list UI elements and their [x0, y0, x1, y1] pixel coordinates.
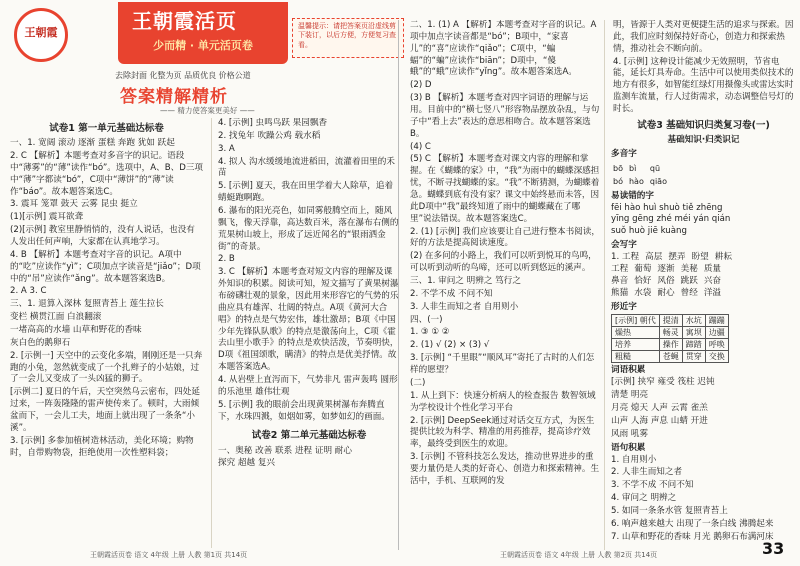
- sentence-lines: [611, 455, 796, 544]
- answer-line: 2. 人非生而知之者: [611, 467, 683, 478]
- word: 逐渐: [657, 263, 675, 274]
- grid-cell: 蹄踏: [682, 339, 705, 351]
- answer-line: 3. [示例] “千里眼”“顺风耳”寄托了古时的人们怎样的愿望？: [410, 353, 595, 376]
- similar-char-grid: [611, 314, 729, 363]
- answer-line: 2. [示例] DeepSeek通过对话交互方式，为医生提供比较为科学、精准的用药推荐，提高诊疗效率，最终受到医生的欢迎。: [410, 415, 595, 450]
- answer-line: 3. 震耳 笼罩 鼓天 云雾 昆虫 挺立: [10, 199, 138, 210]
- word: 耐心: [657, 287, 675, 298]
- answer-line: 2. A 3. C: [10, 286, 47, 297]
- answer-line: 1. 自用则小: [611, 454, 657, 465]
- word: 跳跃: [680, 275, 698, 286]
- writing-row: [611, 252, 796, 264]
- page-fold: [398, 20, 399, 550]
- word: 风俗: [657, 275, 675, 286]
- heading-sentences: 语句积累: [611, 442, 646, 453]
- word: 美秘: [680, 263, 698, 274]
- answer-line: 3. C 【解析】本题考查对短文内容的理解及课外知识的积累。阅读可知，短文描写了黄果树瀑布磅礴壮观的景象，因此用来形容它的气势的乐曲应具有雄浑、壮阔的特点。A项《黄河大合唱》的特点是气势宏伟，雄壮激昂；B项《中国少年先锋队队歌》的特点是激荡向上，C项《霍去山里小歌手》的特点是欢快活泼，节奏明快，D项《祖国颂歌，瞒清》的特点是优美抒情。故本题答案选A。: [218, 267, 399, 373]
- answer-line: 4. [示例] 虫鸣鸟跃 果园飘香: [218, 118, 328, 128]
- grid-row: [612, 315, 729, 327]
- grid-cell: 贯穿: [682, 351, 705, 363]
- answer-line: 4. [示例] 这种设计能减少无效照明，节省电能，延长灯具寿命。生活中可以使用类似技术的地方有很多，如智能红绿灯用摄像头或雷达实时监测车流量，行人过街需求，动态调整信号灯的时长。: [613, 56, 794, 115]
- answer-line: 一、1. 宽阔 滚动 逐渐 蛋糕 奔跑 犹如 跃起: [10, 138, 175, 149]
- answer-line: (5) C 【解析】本题考查对课文内容的理解和掌握。在《蝴蝶的家》中，“我”为雨中的蝴蝶深感担忧，不断寻找蝴蝶的家。“我”不断猜测，为蝴蝶着急。蝴蝶到底有没有家？课文中始终悬而未答，因此D项中“我”最终知道了雨中的蝴蝶藏在了哪里”说法错误。故本题答案选C。: [410, 154, 600, 224]
- grid-cell: 水坑: [682, 315, 705, 327]
- slogan: 去除封面 化整为页 品质优良 价格公道: [115, 71, 251, 80]
- warm-tip-box: 温馨提示：请把答案页沿虚线剪下装订，以后方便，方便复习查看。: [292, 18, 404, 58]
- answer-line: 风雨 吼雾: [611, 428, 649, 439]
- answer-line: (1)[示例] 震耳欲聋: [10, 212, 84, 223]
- exam2-answers-cont: [408, 20, 602, 488]
- answer-line: 四、(一): [410, 314, 443, 325]
- answer-line: 1. ③ ① ②: [410, 327, 450, 338]
- pinyin-line: suǒ huò jiē kuàng: [611, 226, 687, 237]
- grid-cell: 提清: [659, 315, 682, 327]
- word: 高层: [645, 252, 663, 263]
- grid-cell: 呼唤: [705, 339, 728, 351]
- heading-words: 词语积累: [611, 365, 646, 376]
- word: 水袋: [634, 287, 652, 298]
- answer-line: 一、奥秘 改善 联系 进程 证明 耐心: [218, 445, 352, 456]
- answer-line: 明，皆源于人类对更便捷生活的追求与探索。因此，我们应时刻保持好奇心，创造力和探索热情，推动社会不断向前。: [613, 20, 794, 54]
- grid-cell: 操作: [659, 339, 682, 351]
- grid-cell: 交换: [705, 351, 728, 363]
- answer-line: [示例] 挟窄 雍受 筏柱 迟钝: [611, 377, 715, 388]
- word: 耕耘: [714, 252, 732, 263]
- brand-subtitle: 少而精 · 单元活页卷: [153, 39, 253, 52]
- answer-line: 6. 响声越来越大 出现了一条白线 沸腾起来: [611, 518, 774, 529]
- word: 1. 工程: [611, 252, 640, 263]
- pinyin-cell: bó: [613, 176, 623, 186]
- answer-line: 变栏 横贯江面 白浪翻滚: [10, 312, 102, 323]
- answer-line: 三、1. 审问之 明辨之 笃行之: [410, 276, 521, 287]
- grid-cell: 培养: [612, 339, 660, 351]
- word: 盼望: [691, 252, 709, 263]
- answer-line: 3. 不学不成 不问不知: [611, 480, 694, 491]
- grid-cell: 边疆: [705, 327, 728, 339]
- answer-line: 5. [示例] 我的眼前会出现黄果树瀑布奔腾直下，水珠四溅，如烟如雾，如梦如幻的画面。: [218, 399, 390, 422]
- grid-cell: 苍蝇: [659, 351, 682, 363]
- grid-cell: 寓坝: [682, 327, 705, 339]
- answer-line: 5. 如同一条条水管 复照青苔上: [611, 505, 728, 516]
- answer-line: [示例二] 夏日的午后，天空突然乌云密布，四处延过来，一阵轰隆隆的雷声使传来了。顿时，大雨倾盆而下，一会儿工夫，地面上就出现了一条条“小溪”。: [10, 387, 200, 433]
- grid-cell: 蹦蹦: [705, 315, 728, 327]
- polyphone-table: [611, 161, 673, 189]
- grid-cell: 畅灵: [659, 327, 682, 339]
- grid-row: [612, 327, 729, 339]
- exam3-subtitle: 基础知识·归类识记: [667, 134, 740, 145]
- grid-cell: 燥热: [612, 327, 660, 339]
- answer-line: 4. B 【解析】本题考查对字音的识记。A项中的“吃”应读作“yì”；C项加点字读音是“jiǎo”；D项中的“吊”应读作“ǎng”。故本题答案选B。: [10, 249, 201, 284]
- word: 恰好: [634, 275, 652, 286]
- answer-line: (二): [410, 377, 426, 388]
- word: 质量: [703, 263, 722, 274]
- answer-line: 2. B: [218, 254, 235, 265]
- answer-line: 2. [示例一] 天空中的云变化多端，刚刚还是一只奔跑的小兔，忽然就变成了一个扎辫子的小姑娘，过了一会儿又变成了一头凶猛的狮子。: [10, 350, 203, 385]
- exam2-title: 试卷2 第二单元基础达标卷: [251, 430, 367, 442]
- column-4: [603, 20, 800, 552]
- exam2-answers: [216, 446, 402, 471]
- answer-title: 答案精解精析: [120, 87, 228, 107]
- answer-line: 三、1. 退算入深林 复照青苔上 莲生拉长: [10, 299, 164, 310]
- answer-line: 3. A: [218, 143, 235, 154]
- answer-line: 1. 从上到下：快速分析病人的检查报告 数智领域 为学校设计个性化学习平台: [410, 390, 596, 413]
- word: 葡萄: [634, 263, 652, 274]
- column-1: [0, 120, 211, 550]
- pinyin-cell: bō: [613, 163, 623, 173]
- answer-line: 6. 瀑布的阳光亮色，如同雾般腾空而上，随风飘飞，像天浮靠，高达数百米，落在瀑布右侧的荒果树山坡上，形成了远近闻名的“银雨洒金街”的奇景。: [218, 206, 399, 252]
- answer-line: 3. 人非生而知之者 自用则小: [410, 301, 519, 312]
- column-2: [212, 118, 406, 518]
- heading-polyphone: 多音字: [611, 148, 637, 159]
- answer-line: 2. C 【解析】本题考查对多音字的识记。语段中“薄雾”的“薄”读作“bó”。选项中，A、B、D三项中“薄”字都读“bó”，C项中“薄饼”的“薄”读作“báo”。故本题答案选C。: [10, 150, 204, 197]
- answer-line: 7. 山草和野花的香味 月光 鹅卵石布满河床: [611, 531, 774, 542]
- writing-row: [611, 264, 796, 276]
- answer-line: (2) D: [410, 80, 432, 91]
- exam1-answers-cont: [216, 118, 402, 423]
- grid-row: [612, 339, 729, 351]
- brand-banner: [118, 2, 288, 64]
- answer-line: 2. (1) [示例] 我们应该要让自己进行整本书阅读，好的方法是提高阅读速度。: [410, 226, 600, 249]
- word: 熊猫: [611, 287, 629, 298]
- answer-line: (2)[示例] 教室里静悄悄的，没有人说话，也没有人发出任何声响，大家都在认真地学习。: [10, 225, 195, 247]
- answer-line: (4) C: [410, 141, 431, 152]
- grid-cell: [示例] 朝代: [612, 315, 660, 327]
- word: 洋溢: [703, 287, 722, 298]
- grid-cell: 粗糙: [612, 351, 660, 363]
- word: 兴奋: [703, 275, 722, 286]
- answer-line: 4. 拟人 沟水缓缓地流进稻田，流灌着田里的禾苗: [218, 156, 395, 179]
- word: 鼻音: [611, 275, 629, 286]
- answer-line: 探究 超越 复兴: [218, 458, 276, 469]
- brand-name: 王朝霞活页: [132, 9, 237, 33]
- answer-line: (2) 在多问的小路上，我们可以听到悦耳的鸟鸣，可以听到动听的鸟啼，还可以听到悠远的溪声。: [410, 251, 597, 274]
- pinyin-cell: qū: [649, 163, 661, 173]
- answer-line: 4. 从岩壁上直泻而下，气势非凡 雷声轰鸣 圆形的乐池里 雄伟壮观: [218, 375, 398, 397]
- footer-right: 王朝霞活页卷 语文 4年级 上册 人教 第2页 共14页: [500, 551, 658, 559]
- answer-line: 2. (1) √ (2) × (3) √: [410, 340, 490, 351]
- pinyin-cell: bì: [628, 163, 637, 173]
- writing-row: [611, 288, 796, 300]
- brand-logo: [14, 8, 68, 62]
- pinyin-line: fēi hào huì shuò tiě zhēng: [611, 202, 723, 213]
- footer-left: 王朝霞活页卷 语文 4年级 上册 人教 第1页 共14页: [90, 551, 248, 559]
- answer-line: 5. [示例] 夏天，我在田里学着大人除草，追着蜻蜓跑啊跑。: [218, 181, 394, 204]
- answer-line: 灰白色的鹅卵石: [10, 337, 71, 348]
- page-number: 33: [762, 539, 785, 558]
- word: 工程: [611, 263, 629, 274]
- word: 摆弄: [668, 252, 686, 263]
- pinyin-line: yīng gēng zhé méi yán qián: [611, 214, 731, 225]
- answer-subtitle: —— 精力使答案更美好 ——: [160, 106, 255, 115]
- answer-line: 二、1. (1) A 【解析】本题考查对字音的识记。A项中加点字读音都是“bó”；B项中，“家喜儿”的“喜”应读作“qiǎo”；C项中，“蝙蝠”的“蝙”应读作“biān”；D项中，“傻蛾”的“蛾”应读作“yǐng”。故本题答案选A。: [410, 20, 597, 78]
- answer-line: 月亮 熄天 人声 云霄 雀羔: [611, 403, 708, 414]
- logo-text: 王朝霞: [24, 26, 58, 39]
- answer-line: 4. 审问之 明辨之: [611, 493, 677, 504]
- answer-line: 一堵高高的水墙 山草和野花的香味: [10, 325, 142, 335]
- answer-line: 3. [示例] 多参加植树造林活动，美化环境；购物时，自带购物袋，拒绝使用一次性塑料袋；: [10, 435, 194, 458]
- heading-similar: 形近字: [611, 301, 637, 312]
- grid-row: [612, 351, 729, 363]
- writing-row: [611, 276, 796, 288]
- pinyin-cell: qiāo: [649, 176, 667, 186]
- pinyin-cell: hào: [628, 176, 644, 186]
- exam2-answers-end: [611, 20, 796, 116]
- heading-misread: 易读错的字: [611, 190, 654, 201]
- exam3-title: 试卷3 基础知识归类复习卷(一): [637, 119, 770, 131]
- writing-rows: [611, 252, 796, 299]
- answer-line: 清楚 明亮: [611, 390, 649, 401]
- word-lines: [611, 377, 796, 440]
- answer-line: (3) B 【解析】本题考查对四字词语的理解与运用。目前中的“横七竖八”形容物品摆放杂乱，与句子中“看上去”表达的意思相吻合。故本题答案选B。: [410, 93, 600, 139]
- exam1-title: 试卷1 第一单元基础达标卷: [49, 123, 164, 134]
- answer-line: 2. 找兔年 吹躁公鸡 载水稻: [218, 130, 321, 141]
- answer-line: 山声 人海 声息 山蜻 开进: [611, 415, 708, 426]
- exam1-answers: [8, 138, 205, 459]
- answer-line: 3. [示例] 不管科技怎么发达，推动世界进步的重要力量仍是人类的好奇心、创造力和探索精神。生活中，手机、互联网的发: [410, 452, 600, 486]
- answer-line: 2. 不学不成 不问不知: [410, 288, 493, 299]
- word: 曾经: [680, 287, 698, 298]
- heading-writing: 会写字: [611, 240, 637, 251]
- column-3: [400, 20, 608, 552]
